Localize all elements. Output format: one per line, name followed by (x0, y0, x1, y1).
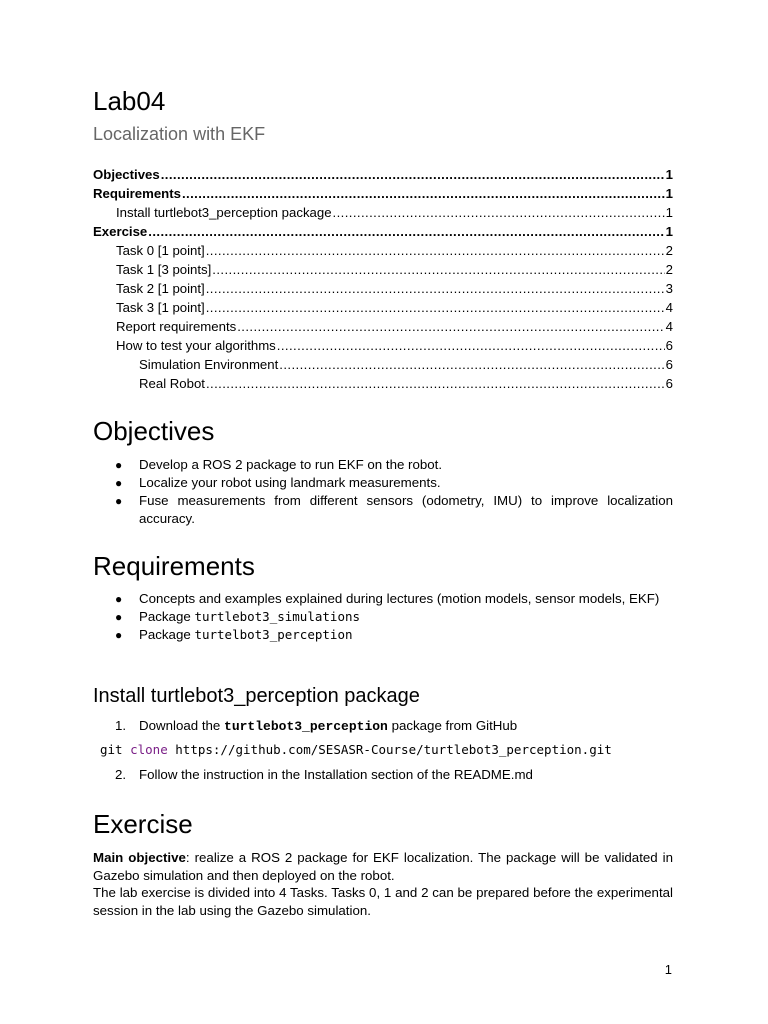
toc-entry[interactable]: Objectives ..... 1 (93, 167, 673, 186)
install-heading: Install turtlebot3_perception package (93, 685, 420, 707)
bullet-icon: ● (115, 476, 123, 490)
toc-entry[interactable]: Task 3 [1 point] ..... 4 (93, 300, 673, 319)
page-number: 1 (664, 962, 672, 977)
list-item: ● Package turtelbot3_perception (115, 627, 353, 642)
list-item: 2. Follow the instruction in the Installation section of the README.md (115, 767, 533, 782)
bullet-icon: ● (115, 628, 123, 642)
toc-entry[interactable]: Requirements ..... 1 (93, 186, 673, 205)
bullet-icon: ● (115, 458, 123, 472)
objectives-list (93, 456, 673, 528)
requirements-heading: Requirements (93, 551, 255, 581)
objectives-heading: Objectives (93, 416, 215, 446)
bullet-icon: ● (115, 610, 123, 624)
toc-entry[interactable]: Real Robot ..... 6 (93, 376, 673, 395)
document-title: Lab04 (93, 86, 166, 116)
list-item: ● Concepts and examples explained during lectures (motion models, sensor models, EKF) (115, 591, 660, 606)
exercise-description: The lab exercise is divided into 4 Tasks. Tasks 0, 1 and 2 can be prepared before the experimental session in the lab using the Gazebo simulation. (93, 885, 673, 918)
list-item: ● Package turtlebot3_simulations (115, 609, 361, 624)
bullet-icon: ● (115, 494, 123, 508)
toc-entry[interactable]: Exercise ..... 1 (93, 224, 673, 243)
package-name: turtlebot3_simulations (194, 609, 361, 624)
install-steps-2 (93, 766, 673, 784)
document-subtitle: Localization with EKF (93, 124, 266, 144)
package-name: turtelbot3_perception (194, 627, 353, 642)
toc-entry[interactable]: Task 2 [1 point] ..... 3 (93, 281, 673, 300)
install-steps-1 (93, 717, 673, 736)
package-name: turtlebot3_perception (224, 719, 388, 734)
git-command[interactable]: git clone https://github.com/SESASR-Course/turtlebot3_perception.git (100, 742, 612, 757)
toc-entry[interactable]: Simulation Environment ..... 6 (93, 357, 673, 376)
toc-entry[interactable]: How to test your algorithms ..... 6 (93, 338, 673, 357)
list-item: ● Develop a ROS 2 package to run EKF on the robot. (115, 457, 443, 472)
list-item: ● Fuse measurements from different sensors (odometry, IMU) to improve localization accuracy. (115, 493, 673, 526)
toc-entry[interactable]: Task 0 [1 point] ..... 2 (93, 243, 673, 262)
requirements-list (93, 590, 673, 644)
toc-entry[interactable]: Report requirements ..... 4 (93, 319, 673, 338)
toc-entry[interactable]: Install turtlebot3_perception package ..... 1 (93, 205, 673, 224)
bullet-icon: ● (115, 592, 123, 606)
exercise-heading: Exercise (93, 809, 193, 839)
list-item: 1. Download the turtlebot3_perception package from GitHub (115, 718, 518, 734)
toc-entry[interactable]: Task 1 [3 points] ..... 2 (93, 262, 673, 281)
list-item: ● Localize your robot using landmark measurements. (115, 475, 441, 490)
table-of-contents (93, 167, 673, 395)
exercise-main-objective: Main objective: realize a ROS 2 package for EKF localization. The package will be validated in Gazebo simulation and then deployed on the robot. (93, 850, 674, 883)
